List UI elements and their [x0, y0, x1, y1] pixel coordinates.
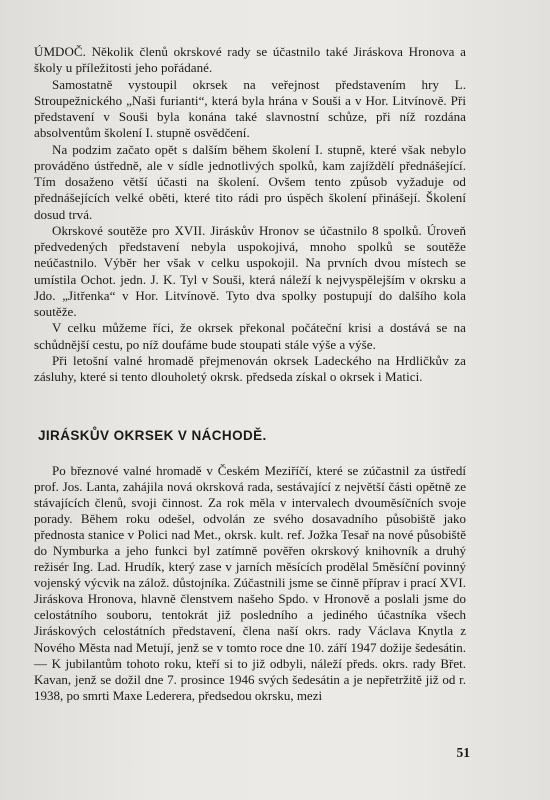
paragraph: Při letošní valné hromadě přejmenován okrsek Ladeckého na Hrdličkův za zásluhy, které si tento dlouholetý okrsk. předseda získal o okrsek i Matici.: [34, 352, 466, 384]
paragraph: Na podzim začato opět s dalším během školení I. stupně, které však nebylo prováděno ústředně, ale v sídle jednotlivých spolků, kam zajíždělí přednášející. Tím dosaženo větší účasti na školení. Ovšem tento způsob vyžaduje od přednášejících velké oběti, které tito rádi pro úspěch školení přinášejí. Školení dosud trvá.: [34, 141, 466, 222]
top-text-block: [34, 44, 466, 385]
page-number: 51: [456, 745, 470, 760]
paragraph: Po březnové valné hromadě v Českém Meziříčí, které se zúčastnil za ústředí prof. Jos. Lanta, zahájila nová okrsková rada, sestávající z největší části opětně ze stávajících členů, svoji činnost. Za rok měla v intervalech dvouměsíčních svoje porady. Během roku odešel, odvolán ze svého dosavadního působiště jako přednosta stanice v Polici nad Met., okrsk. kult. ref. Jožka Tesař na nové působiště do Nymburka a jeho funkci byl zatímně pověřen okrskový knihovník a druhý režisér Ing. Lad. Hrudík, který zase v jarních měsících prodělal 5měsíční povinný vojenský výcvik na zálož. důstojníka. Zúčastnili jsme se činně příprav i prací XVI. Jiráskova Hronova, hlavně členstvem našeho Spdo. v Hronově a poslali jsme do celostátního souboru, tentokrát již posledního a jediného účastníka všech Jiráskových celostátních představení, člena naší okrs. rady Václava Knytla z Nového Města nad Metují, jenž se v tomto roce dne 10. září 1947 dožije šedesátin. — K jubilantům tohoto roku, kteří si to již odbyli, náleží předs. okrs. rady Břet. Kavan, jenž se dožil dne 7. prosince 1946 svých šedesátin a je nepřetržitě již od r. 1938, po smrti Maxe Lederera, předsedou okrsku, mezi: [34, 463, 466, 703]
section-heading: JIRÁSKŮV OKRSEK V NÁCHODĚ.: [38, 428, 267, 443]
paragraph: Okrskové soutěže pro XVII. Jiráskův Hronov se účastnilo 8 spolků. Úroveň předvedených představení nebyla uspokojivá, mnoho spolků se soutěže neúčastnilo. Výběr her však v celku uspokojil. Na prvních dvou místech se umístila Ochot. jedn. J. K. Tyl v Souši, která náleží k nejvyspělejším v okrsku a Jdo. „Jitřenka“ v Hor. Litvínově. Tyto dva spolky postupují do dalšího kola soutěže.: [34, 222, 466, 319]
bottom-text-block: [34, 463, 466, 704]
paragraph: ÚMDOČ. Několik členů okrskové rady se účastnilo také Jiráskova Hronova a školy u příležitosti jeho pořádané.: [34, 44, 466, 76]
paragraph: Samostatně vystoupil okrsek na veřejnost představením hry L. Stroupežnického „Naši furianti“, která byla hrána v Souši a v Hor. Litvínově. Při představení v Souši byla konána také slavnostní schůze, při níž rozdána absolventům školení I. stupně osvědčení.: [34, 76, 466, 141]
paragraph: V celku můžeme říci, že okrsek překonal počáteční krisi a dostává se na schůdnější cestu, po níž doufáme bude stoupati stále výše a výše.: [34, 320, 466, 352]
